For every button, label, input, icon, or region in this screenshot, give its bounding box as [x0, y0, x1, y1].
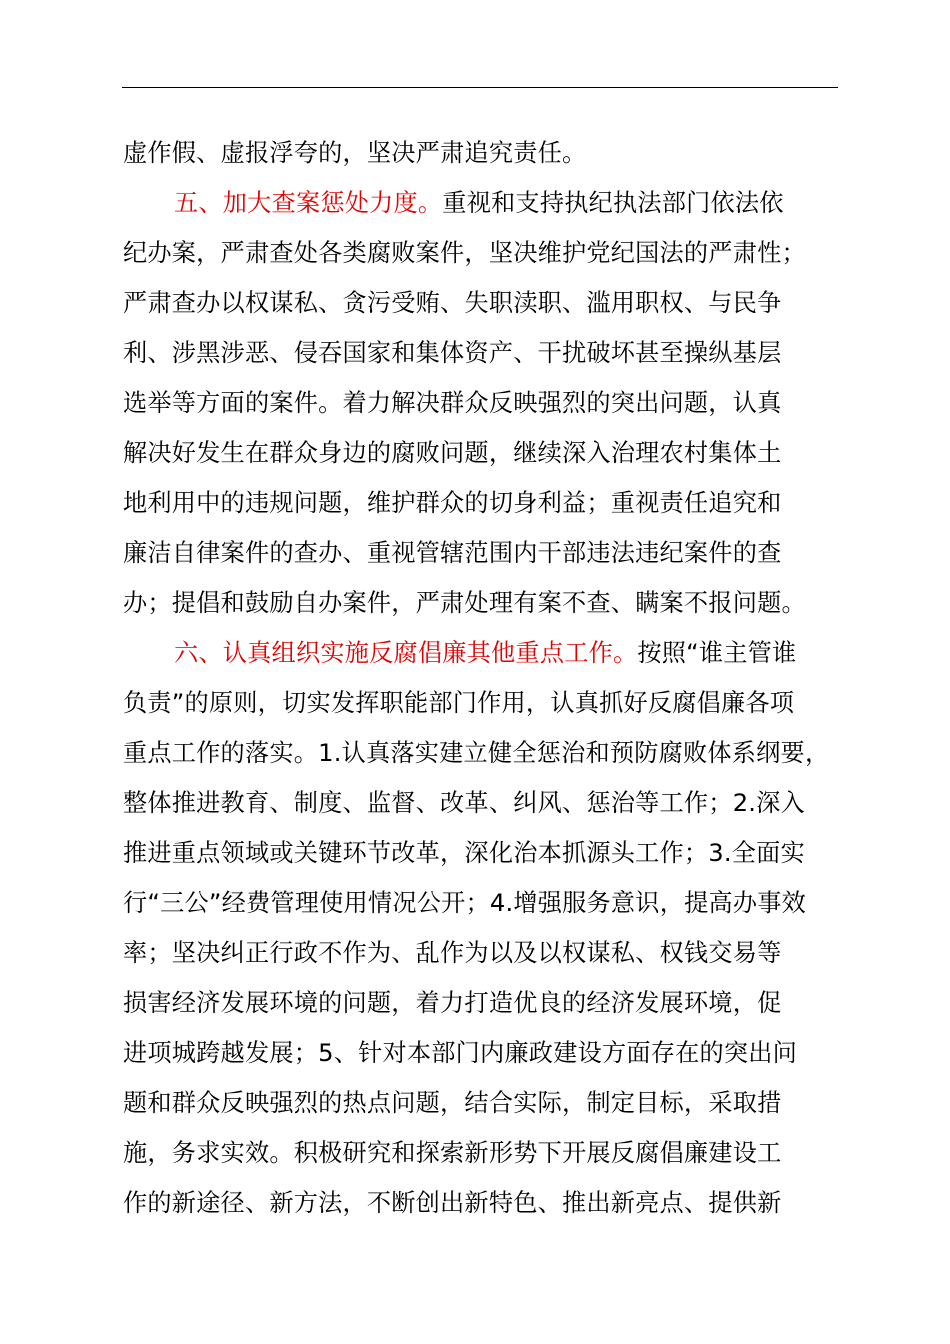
section-5-line [123, 178, 843, 228]
header-rule [122, 87, 838, 88]
text-line: 虚作假、虚报浮夸的，坚决严肃追究责任。 [123, 139, 587, 167]
text-line: 率；坚决纠正行政不作为、乱作为以及以权谋私、权钱交易等 [123, 939, 782, 967]
text-line: 作的新途径、新方法，不断创出新特色、推出新亮点、提供新 [123, 1189, 782, 1217]
section-6-text: 按照“谁主管谁 [637, 639, 797, 667]
text-line: 选举等方面的案件。着力解决群众反映强烈的突出问题，认真 [123, 389, 782, 417]
text-line: 整体推进教育、制度、监督、改革、纠风、惩治等工作；2.深入 [123, 789, 805, 817]
text-line: 行“三公”经费管理使用情况公开；4.增强服务意识，提高办事效 [123, 889, 807, 917]
text-line: 施，务求实效。积极研究和探索新形势下开展反腐倡廉建设工 [123, 1139, 782, 1167]
text-line: 廉洁自律案件的查办、重视管辖范围内干部违法违纪案件的查 [123, 539, 782, 567]
text-line: 地利用中的违规问题，维护群众的切身利益；重视责任追究和 [123, 489, 782, 517]
text-line: 利、涉黑涉恶、侵吞国家和集体资产、干扰破坏甚至操纵基层 [123, 339, 782, 367]
section-heading-6: 六、认真组织实施反腐倡廉其他重点工作。 [174, 639, 638, 667]
text-line: 损害经济发展环境的问题，着力打造优良的经济发展环境，促 [123, 989, 782, 1017]
text-line: 题和群众反映强烈的热点问题，结合实际，制定目标，采取措 [123, 1089, 782, 1117]
text-line: 解决好发生在群众身边的腐败问题，继续深入治理农村集体土 [123, 439, 782, 467]
text-line: 推进重点领域或关键环节改革，深化治本抓源头工作；3.全面实 [123, 839, 805, 867]
text-line: 重点工作的落实。1.认真落实建立健全惩治和预防腐败体系纲要， [123, 739, 830, 767]
text-line: 严肃查办以权谋私、贪污受贿、失职渎职、滥用职权、与民争 [123, 289, 782, 317]
section-heading-5: 五、加大查案惩处力度。 [174, 189, 443, 217]
section-6-line [123, 628, 843, 678]
section-5-text: 重视和支持执纪执法部门依法依 [442, 189, 784, 217]
text-line: 负责”的原则，切实发挥职能部门作用，认真抓好反腐倡廉各项 [123, 689, 795, 717]
document-body [123, 128, 843, 1228]
text-line: 进项城跨越发展；5、针对本部门内廉政建设方面存在的突出问 [123, 1039, 798, 1067]
text-line: 纪办案，严肃查处各类腐败案件，坚决维护党纪国法的严肃性； [123, 239, 806, 267]
text-line: 办；提倡和鼓励自办案件，严肃处理有案不查、瞒案不报问题。 [123, 589, 806, 617]
